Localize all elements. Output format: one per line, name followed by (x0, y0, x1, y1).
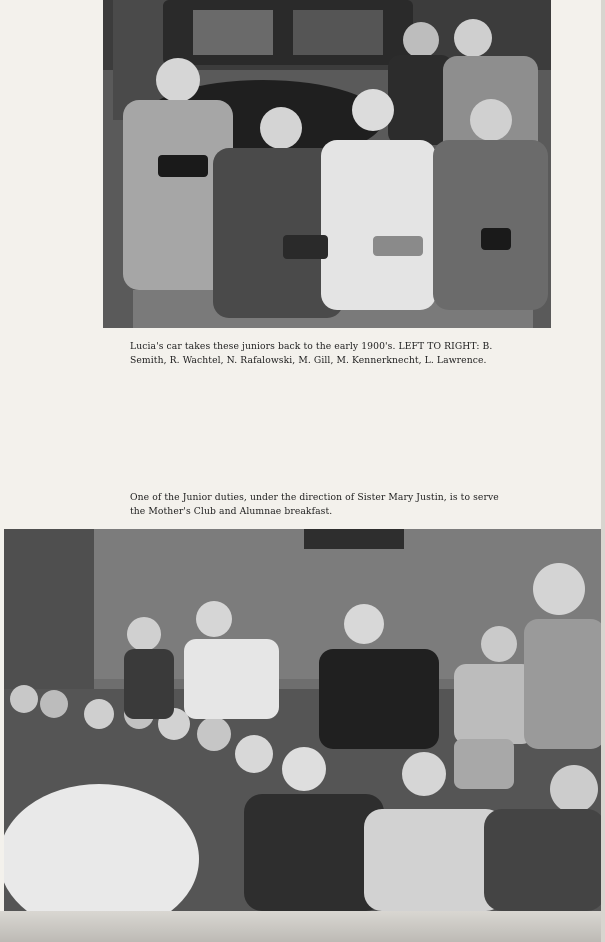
breakfast-photo-image (4, 529, 605, 911)
page-right-edge (601, 0, 605, 942)
juniors-car-photo (103, 0, 551, 328)
caption-top: Lucia's car takes these juniors back to the early 1900's. LEFT TO RIGHT: B. Semith, R. Wachtel, N. Rafalowski, M. Gill, M. Kennerknecht, L. Lawrence. (130, 341, 493, 366)
caption-bottom: One of the Junior duties, under the direction of Sister Mary Justin, is to serve the Mother's Club and Alumnae breakfast. (130, 492, 499, 517)
page-bottom-edge (0, 911, 605, 942)
juniors-car-photo-image (103, 0, 551, 328)
breakfast-photo (4, 529, 605, 911)
